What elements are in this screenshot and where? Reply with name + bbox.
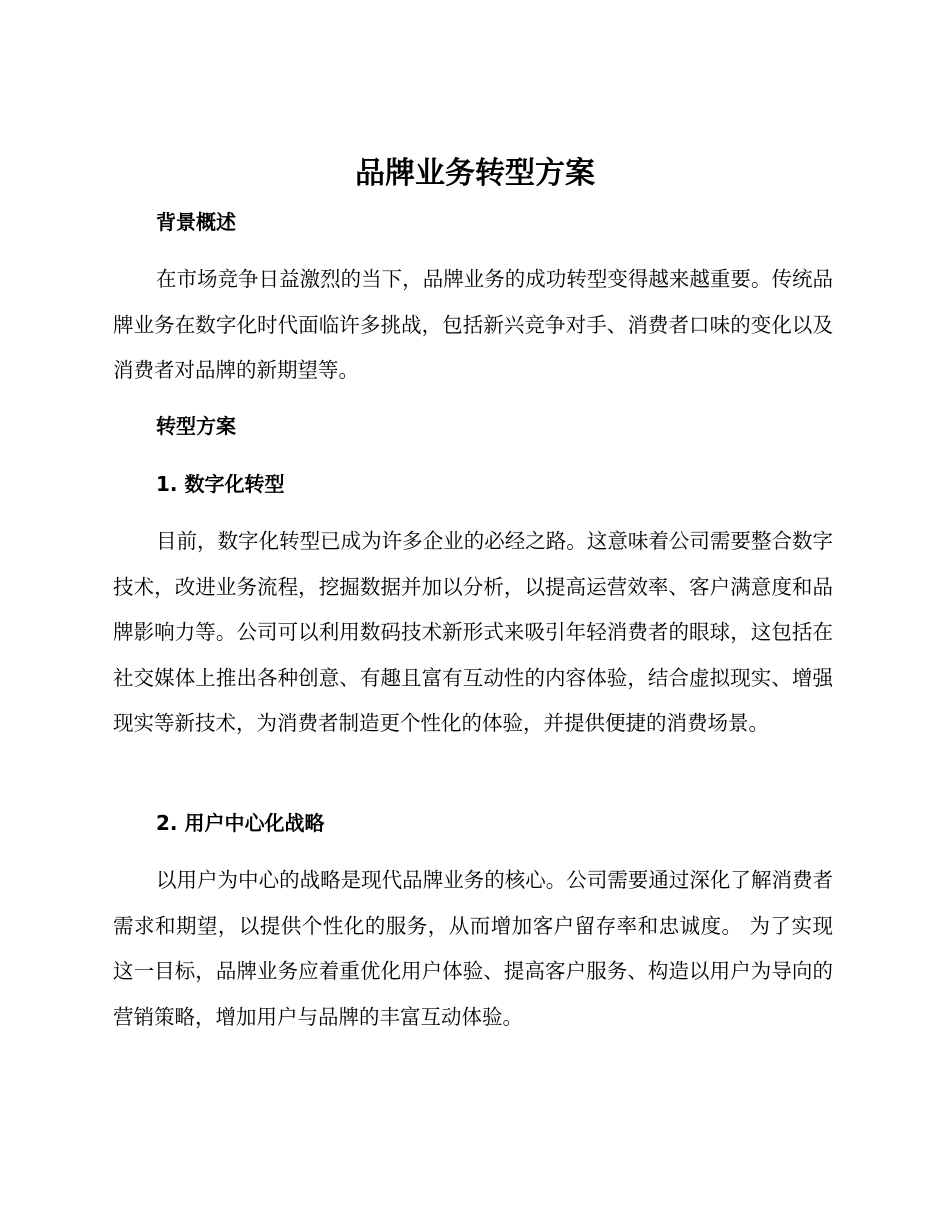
section-paragraph-background: 在市场竞争日益激烈的当下，品牌业务的成功转型变得越来越重要。传统品牌业务在数字化时代面临许多挑战，包括新兴竞争对手、消费者口味的变化以及消费者对品牌的新期望等。 <box>113 267 833 382</box>
subsection-heading-digital-transformation: 1. 数字化转型 <box>156 472 285 496</box>
section-heading-transformation-plan: 转型方案 <box>156 414 236 438</box>
section-heading-background: 背景概述 <box>156 210 236 234</box>
subsection-heading-user-centric-strategy: 2. 用户中心化战略 <box>156 811 325 835</box>
subsection-paragraph-user-centric-strategy: 以用户为中心的战略是现代品牌业务的核心。公司需要通过深化了解消费者需求和期望，以提供个性化的服务，从而增加客户留存率和忠诚度。 为了实现这一目标，品牌业务应着重优化用户体验、提高客户服务、构造以用户为导向的营销策略，增加用户与品牌的丰富互动体验。 <box>113 868 833 1029</box>
subsection-paragraph-digital-transformation: 目前，数字化转型已成为许多企业的必经之路。这意味着公司需要整合数字技术，改进业务流程，挖掘数据并加以分析，以提高运营效率、客户满意度和品牌影响力等。公司可以利用数码技术新形式来吸引年轻消费者的眼球，这包括在社交媒体上推出各种创意、有趣且富有互动性的内容体验，结合虚拟现实、增强现实等新技术，为消费者制造更个性化的体验，并提供便捷的消费场景。 <box>113 529 833 735</box>
document-title: 品牌业务转型方案 <box>355 156 595 191</box>
